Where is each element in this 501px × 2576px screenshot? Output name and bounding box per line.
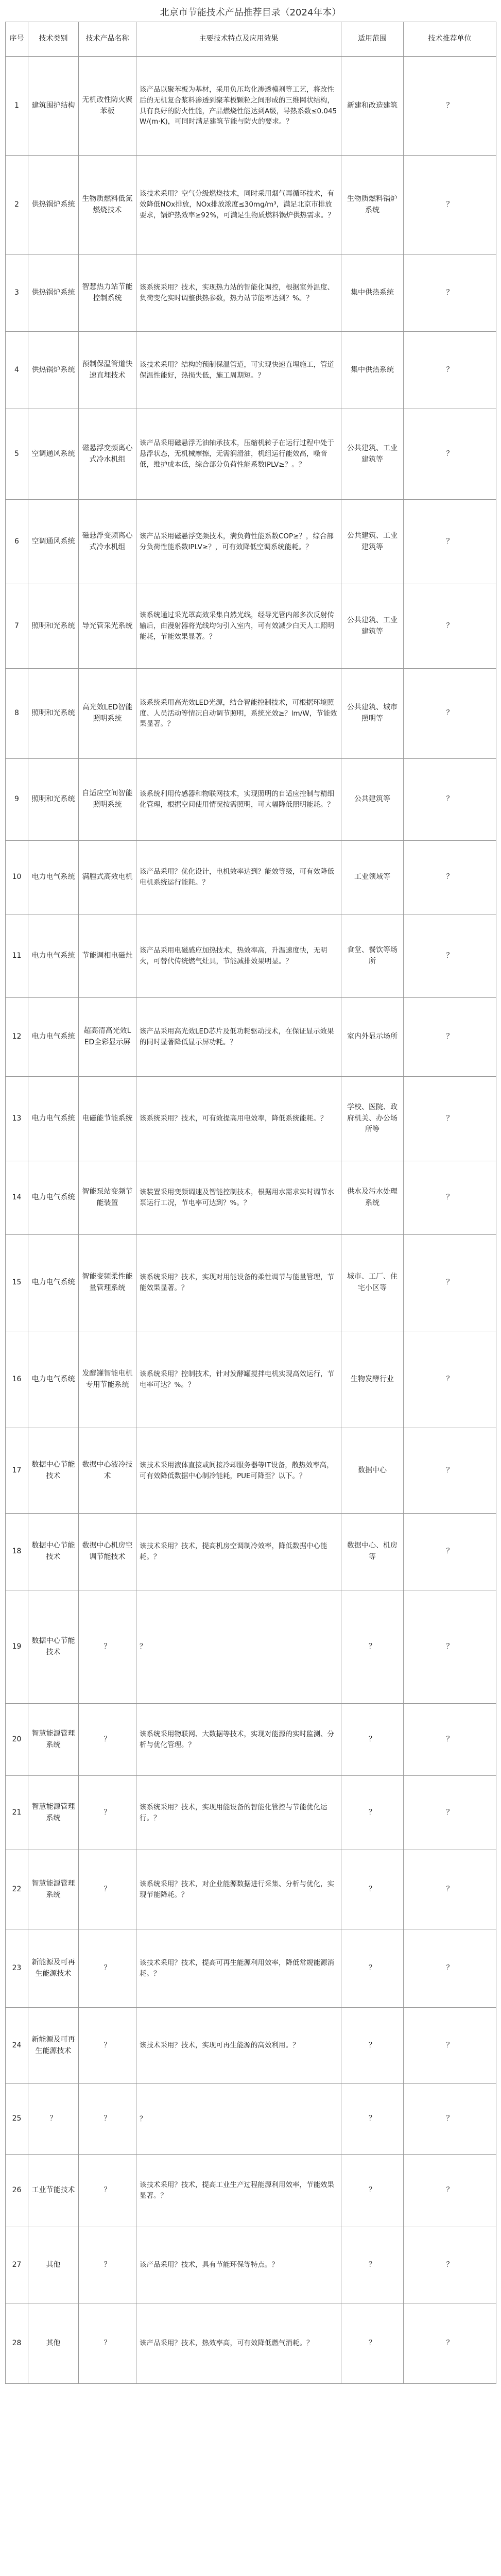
cell-scope: ？ [341,2084,404,2155]
cell-desc: 该系统利用传感器和物联网技术，实现照明的自适应控制与精细化管理，根据空间使用情况按需照明，可大幅降低照明能耗。？ [136,759,341,841]
document-page [5,0,496,2388]
cell-name: 高光效LED智能照明系统 [79,669,136,759]
cell-org: ？ [404,2008,496,2084]
cell-category: 智慧能源管理系统 [28,1704,79,1776]
cell-desc: 该系统采用？控制技术，针对发酵罐搅拌电机实现高效运行，节电率可达？%。？ [136,1331,341,1428]
cell-scope: 公共建筑等 [341,759,404,841]
cell-desc: 该技术采用？空气分级燃烧技术，同时采用烟气再循环技术，有效降低NOx排放，NOx排放浓度≤30mg/m³，满足北京市排放要求，锅炉热效率≥92%，可满足生物质燃料锅炉供热需求。？ [136,156,341,255]
cell-desc: 该产品采用电磁感应加热技术，热效率高，升温速度快，无明火，可替代传统燃气灶具，节能减排效果明显。？ [136,914,341,998]
cell-desc: 该技术采用？结构的预制保温管道，可实现快速直埋施工，管道保温性能好，热损失低，施工周期短。？ [136,332,341,409]
cell-category: 数据中心节能技术 [28,1514,79,1590]
table-row [6,759,496,841]
cell-desc: 该系统采用？技术，对企业能源数据进行采集、分析与优化，实现节能降耗。？ [136,1850,341,1929]
cell-desc: 该系统采用？技术，实现热力站的智能化调控，根据室外温度、负荷变化实时调整供热参数，热力站节能率达到？%。？ [136,255,341,332]
cell-org: ？ [404,57,496,156]
cell-scope: ？ [341,1704,404,1776]
cell-name: 智能变频柔性能量管理系统 [79,1235,136,1331]
cell-name: ？ [79,2008,136,2084]
cell-no: 6 [6,500,28,584]
table-row [6,2155,496,2227]
table-row [6,2303,496,2384]
table-row [6,1331,496,1428]
cell-org: ？ [404,1776,496,1850]
table-row [6,2084,496,2155]
table-row [6,998,496,1077]
cell-no: 10 [6,841,28,914]
header-scope: 适用范围 [341,22,404,57]
cell-name: 智能泵站变频节能装置 [79,1161,136,1235]
cell-org: ？ [404,914,496,998]
cell-category: 空调通风系统 [28,500,79,584]
cell-scope: ？ [341,2155,404,2227]
cell-name: ？ [79,1850,136,1929]
cell-category: ？ [28,2084,79,2155]
cell-desc: 该产品以聚苯板为基材，采用负压均化渗透模剂等工艺，将改性后的无机复合浆料渗透到聚苯板颗粒之间形成的三维网状结构，具有良好的防火性能，产品燃烧性能达到A级，导热系数≤0.045W/(m·K)，可同时满足建筑节能与防火的要求。？ [136,57,341,156]
cell-org: ？ [404,841,496,914]
table-row [6,1850,496,1929]
cell-category: 电力电气系统 [28,1331,79,1428]
table-row [6,1077,496,1161]
cell-name: ？ [79,2155,136,2227]
cell-name: 超高清高光效LED全彩显示屏 [79,998,136,1077]
cell-desc: 该技术采用？技术，提高机房空调制冷效率，降低数据中心能耗。？ [136,1514,341,1590]
cell-scope: 学校、医院、政府机关、办公场所等 [341,1077,404,1161]
cell-name: 电磁能节能系统 [79,1077,136,1161]
cell-org: ？ [404,998,496,1077]
cell-name: ？ [79,2227,136,2303]
table-row [6,2008,496,2084]
catalog-table [5,22,496,2384]
cell-org: ？ [404,1590,496,1704]
cell-no: 17 [6,1428,28,1514]
cell-name: 智慧热力站节能控制系统 [79,255,136,332]
cell-no: 8 [6,669,28,759]
cell-scope: ？ [341,2008,404,2084]
cell-scope: 公共建筑、工业建筑等 [341,584,404,669]
cell-name: 发酵罐智能电机专用节能系统 [79,1331,136,1428]
cell-org: ？ [404,2303,496,2384]
header-category: 技术类别 [28,22,79,57]
cell-no: 25 [6,2084,28,2155]
cell-desc: 该产品采用？技术，具有节能环保等特点。？ [136,2227,341,2303]
cell-no: 2 [6,156,28,255]
table-row [6,57,496,156]
table-row [6,584,496,669]
table-row [6,1514,496,1590]
cell-org: ？ [404,1428,496,1514]
cell-org: ？ [404,2155,496,2227]
cell-org: ？ [404,1077,496,1161]
cell-no: 21 [6,1776,28,1850]
cell-no: 28 [6,2303,28,2384]
cell-category: 电力电气系统 [28,914,79,998]
cell-desc: 该产品采用磁悬浮变频技术，满负荷性能系数COP≥？，综合部分负荷性能系数IPLV≥？，可有效降低空调系统能耗。？ [136,500,341,584]
cell-org: ？ [404,1850,496,1929]
cell-no: 16 [6,1331,28,1428]
cell-name: 生物质燃料低氮燃烧技术 [79,156,136,255]
cell-no: 23 [6,1929,28,2008]
cell-desc: 该系统采用？技术，实现用能设备的智能化管控与节能优化运行。？ [136,1776,341,1850]
cell-scope: 数据中心、机房等 [341,1514,404,1590]
cell-no: 5 [6,409,28,500]
cell-name: ？ [79,2303,136,2384]
cell-org: ？ [404,500,496,584]
cell-org: ？ [404,584,496,669]
cell-org: ？ [404,1161,496,1235]
cell-category: 空调通风系统 [28,409,79,500]
table-header-row [6,22,496,57]
cell-category: 电力电气系统 [28,1235,79,1331]
table-row [6,1704,496,1776]
cell-scope: ？ [341,2227,404,2303]
cell-desc: 该装置采用变频调速及智能控制技术，根据用水需求实时调节水泵运行工况，节电率可达到？%。？ [136,1161,341,1235]
cell-no: 22 [6,1850,28,1929]
cell-name: 导光管采光系统 [79,584,136,669]
cell-scope: ？ [341,1776,404,1850]
header-desc: 主要技术特点及应用效果 [136,22,341,57]
cell-desc: 该技术采用？技术，提高工业生产过程能源利用效率，节能效果显著。？ [136,2155,341,2227]
cell-no: 3 [6,255,28,332]
cell-org: ？ [404,156,496,255]
document-title: 北京市节能技术产品推荐目录（2024年本） [160,7,341,18]
table-row [6,1929,496,2008]
cell-category: 其他 [28,2227,79,2303]
cell-category: 电力电气系统 [28,841,79,914]
table-row [6,1235,496,1331]
cell-desc: 该产品采用？优化设计，电机效率达到？能效等级，可有效降低电机系统运行能耗。？ [136,841,341,914]
cell-category: 建筑围护结构 [28,57,79,156]
cell-scope: 公共建筑、工业建筑等 [341,409,404,500]
cell-org: ？ [404,2084,496,2155]
cell-desc: 该技术采用？技术，实现可再生能源的高效利用。？ [136,2008,341,2084]
cell-desc: 该系统采用？技术，可有效提高用电效率，降低系统能耗。？ [136,1077,341,1161]
table-row [6,2227,496,2303]
header-no: 序号 [6,22,28,57]
cell-no: 9 [6,759,28,841]
cell-name: 数据中心机房空调节能技术 [79,1514,136,1590]
cell-desc: 该技术采用？技术，提高可再生能源利用效率，降低常规能源消耗。？ [136,1929,341,2008]
cell-scope: 生物发酵行业 [341,1331,404,1428]
cell-category: 工业节能技术 [28,2155,79,2227]
cell-name: 节能调相电磁灶 [79,914,136,998]
cell-category: 智慧能源管理系统 [28,1776,79,1850]
table-body [6,57,496,2384]
cell-name: 满膛式高效电机 [79,841,136,914]
cell-org: ？ [404,669,496,759]
table-row [6,841,496,914]
cell-no: 13 [6,1077,28,1161]
cell-org: ？ [404,1235,496,1331]
cell-desc: 该产品采用磁悬浮无油轴承技术，压缩机转子在运行过程中处于悬浮状态，无机械摩擦，无需润滑油，机组运行能效高，噪音低，维护成本低，综合部分负荷性能系数IPLV≥？。？ [136,409,341,500]
header-org: 技术推荐单位 [404,22,496,57]
cell-category: 照明和光系统 [28,759,79,841]
cell-scope: 数据中心 [341,1428,404,1514]
cell-desc: 该系统采用？技术，实现对用能设备的柔性调节与能量管理，节能效果显著。？ [136,1235,341,1331]
cell-category: 供热锅炉系统 [28,156,79,255]
cell-org: ？ [404,1929,496,2008]
cell-scope: ？ [341,1590,404,1704]
cell-desc: 该系统通过采光罩高效采集自然光线，经导光管内部多次反射传输后，由漫射器将光线均匀引入室内，可有效减少白天人工照明能耗，节能效果显著。？ [136,584,341,669]
cell-scope: 公共建筑、城市照明等 [341,669,404,759]
cell-category: 电力电气系统 [28,1077,79,1161]
table-row [6,914,496,998]
cell-no: 12 [6,998,28,1077]
header-name: 技术产品名称 [79,22,136,57]
cell-no: 4 [6,332,28,409]
table-row [6,500,496,584]
table-row [6,332,496,409]
cell-no: 11 [6,914,28,998]
cell-name: ？ [79,1704,136,1776]
cell-name: 无机改性防火聚苯板 [79,57,136,156]
cell-category: 新能源及可再生能源技术 [28,2008,79,2084]
cell-no: 7 [6,584,28,669]
cell-scope: 室内外显示场所 [341,998,404,1077]
cell-org: ？ [404,759,496,841]
cell-category: 新能源及可再生能源技术 [28,1929,79,2008]
cell-name: 磁悬浮变频离心式冷水机组 [79,409,136,500]
cell-category: 数据中心节能技术 [28,1590,79,1704]
table-row [6,1161,496,1235]
cell-desc: 该技术采用液体直接或间接冷却服务器等IT设备，散热效率高，可有效降低数据中心制冷能耗，PUE可降至？以下。？ [136,1428,341,1514]
cell-category: 照明和光系统 [28,669,79,759]
cell-name: 自适应空间智能照明系统 [79,759,136,841]
cell-scope: ？ [341,1929,404,2008]
cell-org: ？ [404,1514,496,1590]
cell-name: ？ [79,1776,136,1850]
cell-name: ？ [79,1590,136,1704]
cell-no: 1 [6,57,28,156]
cell-name: ？ [79,2084,136,2155]
table-row [6,1428,496,1514]
cell-org: ？ [404,409,496,500]
cell-category: 供热锅炉系统 [28,255,79,332]
cell-no: 26 [6,2155,28,2227]
table-row [6,255,496,332]
cell-scope: 集中供热系统 [341,255,404,332]
cell-name: 数据中心液冷技术 [79,1428,136,1514]
cell-scope: ？ [341,1850,404,1929]
cell-no: 24 [6,2008,28,2084]
cell-desc: 该产品采用？技术，热效率高，可有效降低燃气消耗。？ [136,2303,341,2384]
table-row [6,1776,496,1850]
cell-scope: ？ [341,2303,404,2384]
cell-name: 磁悬浮变频离心式冷水机组 [79,500,136,584]
cell-name: ？ [79,1929,136,2008]
cell-category: 其他 [28,2303,79,2384]
cell-scope: 工业领域等 [341,841,404,914]
cell-org: ？ [404,255,496,332]
cell-category: 供热锅炉系统 [28,332,79,409]
cell-no: 18 [6,1514,28,1590]
table-row [6,1590,496,1704]
cell-scope: 城市、工厂、住宅小区等 [341,1235,404,1331]
cell-category: 智慧能源管理系统 [28,1850,79,1929]
cell-category: 电力电气系统 [28,1161,79,1235]
cell-no: 20 [6,1704,28,1776]
table-row [6,156,496,255]
cell-desc: 该系统采用高光效LED光源，结合智能控制技术，可根据环境照度、人员活动等情况自动调节照明，系统光效≥？lm/W，节能效果显著。？ [136,669,341,759]
cell-desc: ？ [136,2084,341,2155]
cell-category: 数据中心节能技术 [28,1428,79,1514]
cell-desc: ？ [136,1590,341,1704]
cell-scope: 生物质燃料锅炉系统 [341,156,404,255]
cell-name: 预制保温管道快速直埋技术 [79,332,136,409]
cell-org: ？ [404,2227,496,2303]
cell-category: 照明和光系统 [28,584,79,669]
cell-org: ？ [404,332,496,409]
table-row [6,409,496,500]
cell-no: 27 [6,2227,28,2303]
table-row [6,669,496,759]
cell-scope: 公共建筑、工业建筑等 [341,500,404,584]
cell-scope: 食堂、餐饮等场所 [341,914,404,998]
cell-scope: 集中供热系统 [341,332,404,409]
cell-desc: 该系统采用物联网、大数据等技术，实现对能源的实时监测、分析与优化管理。？ [136,1704,341,1776]
cell-category: 电力电气系统 [28,998,79,1077]
cell-no: 14 [6,1161,28,1235]
cell-no: 15 [6,1235,28,1331]
cell-org: ？ [404,1704,496,1776]
cell-desc: 该产品采用高光效LED芯片及低功耗驱动技术，在保证显示效果的同时显著降低显示屏功耗。？ [136,998,341,1077]
cell-no: 19 [6,1590,28,1704]
cell-scope: 供水及污水处理系统 [341,1161,404,1235]
cell-scope: 新建和改造建筑 [341,57,404,156]
cell-org: ？ [404,1331,496,1428]
